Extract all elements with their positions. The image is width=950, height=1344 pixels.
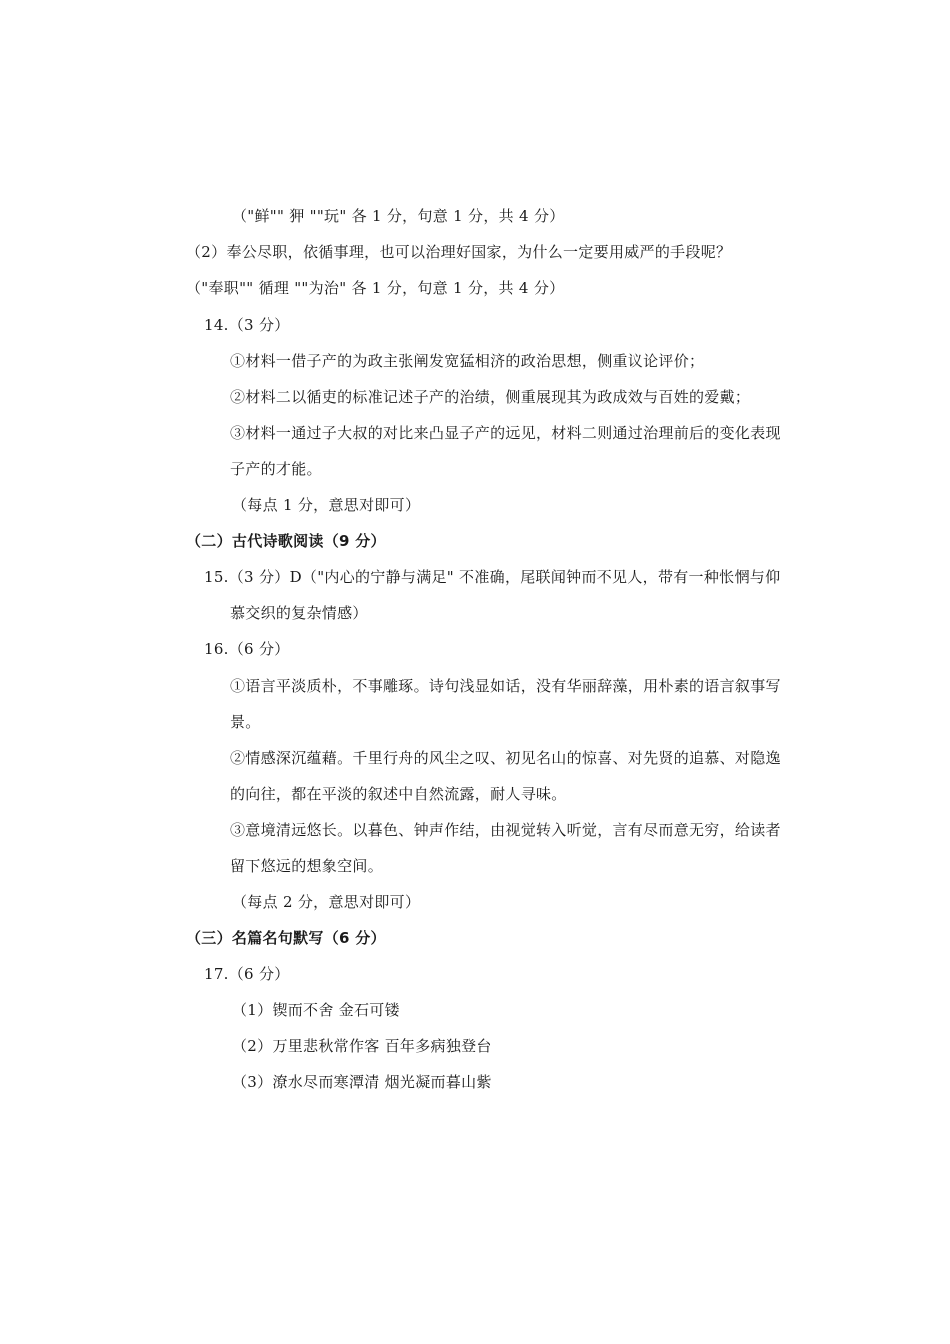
question-16-header: 16.（6 分） <box>204 640 290 658</box>
answer-14-point-3-cont: 子产的才能。 <box>230 460 322 478</box>
answer-15: 15.（3 分）D（"内心的宁静与满足" 不准确，尾联闻钟而不见人，带有一种怅惘与仰 <box>204 568 781 586</box>
answer-17-1: （1）锲而不舍 金石可镂 <box>232 1001 400 1019</box>
question-17-header: 17.（6 分） <box>204 965 290 983</box>
translation-q13-2: （2）奉公尽职，依循事理，也可以治理好国家，为什么一定要用威严的手段呢？ <box>186 243 732 261</box>
answer-15-cont: 慕交织的复杂情感） <box>230 604 368 622</box>
answer-14-point-3: ③材料一通过子大叔的对比来凸显子产的远见，材料二则通过治理前后的变化表现 <box>230 424 781 442</box>
answer-16-point-3: ③意境清远悠长。以暮色、钟声作结，由视觉转入听觉，言有尽而意无穷，给读者 <box>230 821 781 839</box>
scoring-note-14: （每点 1 分，意思对即可） <box>232 496 421 514</box>
section-heading-recitation: （三）名篇名句默写（6 分） <box>186 929 386 947</box>
scoring-note-q13-2: （"奉职"" 循理 ""为治" 各 1 分，句意 1 分，共 4 分） <box>186 279 565 297</box>
answer-16-point-1: ①语言平淡质朴，不事雕琢。诗句浅显如话，没有华丽辞藻，用朴素的语言叙事写 <box>230 677 781 695</box>
question-14-header: 14.（3 分） <box>204 316 290 334</box>
section-heading-poetry: （二）古代诗歌阅读（9 分） <box>186 532 386 550</box>
answer-14-point-2: ②材料二以循吏的标准记述子产的治绩，侧重展现其为政成效与百姓的爱戴； <box>230 388 751 406</box>
answer-16-point-2-cont: 的向往，都在平淡的叙述中自然流露，耐人寻味。 <box>230 785 567 803</box>
answer-17-2: （2）万里悲秋常作客 百年多病独登台 <box>232 1037 492 1055</box>
scoring-note-16: （每点 2 分，意思对即可） <box>232 893 421 911</box>
answer-16-point-3-cont: 留下悠远的想象空间。 <box>230 857 384 875</box>
scoring-note-q13-1: （"鲜"" 狎 ""玩" 各 1 分，句意 1 分，共 4 分） <box>232 207 565 225</box>
answer-14-point-1: ①材料一借子产的为政主张阐发宽猛相济的政治思想，侧重议论评价； <box>230 352 705 370</box>
answer-16-point-1-cont: 景。 <box>230 713 261 731</box>
answer-17-3: （3）潦水尽而寒潭清 烟光凝而暮山紫 <box>232 1073 492 1091</box>
answer-16-point-2: ②情感深沉蕴藉。千里行舟的风尘之叹、初见名山的惊喜、对先贤的追慕、对隐逸 <box>230 749 781 767</box>
